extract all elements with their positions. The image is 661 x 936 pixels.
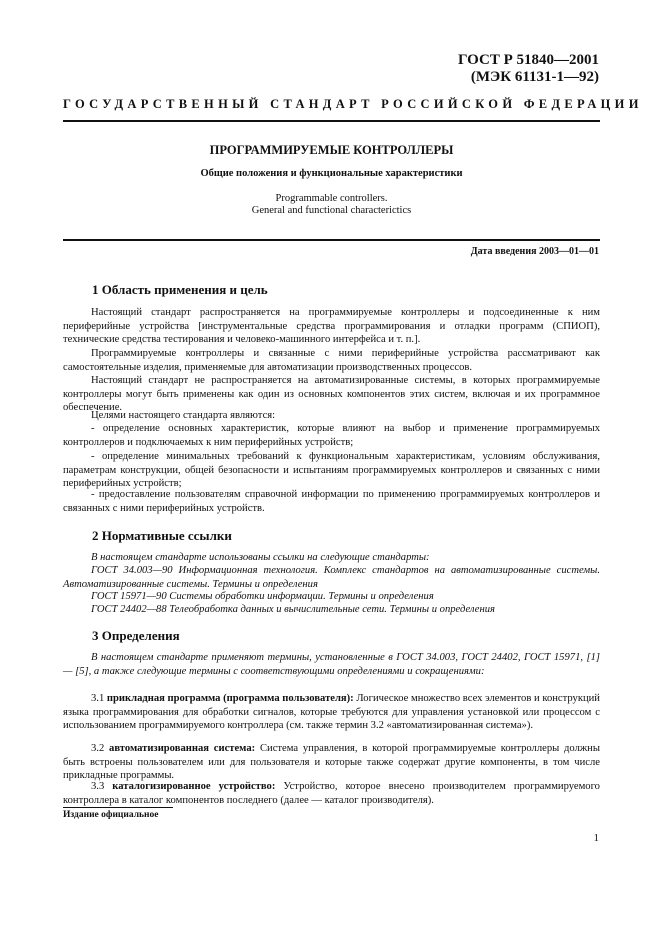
section-3-intro: В настоящем стандарте применяют термины, установленные в ГОСТ 34.003, ГОСТ 24402, ГОСТ 15971, [1] — [5], а также следующие термины с соответствующими определениями и сокращениями: (63, 652, 600, 677)
section-2-intro: В настоящем стандарте использованы ссылки на следующие стандарты: (91, 552, 430, 563)
section-2-heading: 2 Нормативные ссылки (92, 528, 232, 543)
title-divider (63, 239, 600, 241)
definition-3-1-term: прикладная программа (программа пользователя): (106, 693, 354, 704)
iec-number: (МЭК 61131-1—92) (470, 69, 599, 85)
introduction-date: Дата введения 2003—01—01 (470, 246, 599, 257)
section-1-paragraph-1: Настоящий стандарт распространяется на программируемые контроллеры и подсоединенные к ним периферийные устройства [инструментальные средства программирования и отладки программ (СПИОП), технические средства тестирования и человеко-машинного интерфейса и т. п.]. (63, 307, 600, 346)
definition-3-2-number: 3.2 (91, 743, 105, 754)
top-divider (63, 120, 600, 122)
page-number: 1 (593, 832, 599, 844)
footer-divider (63, 807, 173, 808)
section-1-paragraph-4: Целями настоящего стандарта являются: (91, 410, 276, 421)
definition-3-1-text: Логическое множество всех элементов и конструкций языка программирования для обработки сигналов, которые требуются для управления установкой или процессом с использованием программируемого контроллера (см. также термин 3.2 «автоматизированная система»). (63, 693, 600, 732)
section-1-heading: 1 Область применения и цель (92, 282, 268, 297)
section-3-heading: 3 Определения (92, 628, 180, 643)
reference-gost-34003: ГОСТ 34.003—90 Информационная технология. Комплекс стандартов на автоматизированные системы. Автоматизированные системы. Термины и определения (63, 565, 600, 590)
document-title: ПРОГРАММИРУЕМЫЕ КОНТРОЛЛЕРЫ (209, 143, 454, 157)
definition-3-3-term: каталогизированное устройство: (112, 781, 276, 792)
definition-3-2 (63, 742, 600, 783)
section-1-paragraph-3: Настоящий стандарт не распространяется на автоматизированные системы, в которых программируемые контроллеры могут быть применены как один из основных компонентов этих систем, включая и их программное обеспечение. (63, 375, 600, 414)
definition-3-1 (63, 692, 600, 733)
document-number: ГОСТ Р 51840—2001 (457, 52, 599, 68)
definition-3-3-number: 3.3 (91, 781, 105, 792)
section-1-paragraph-2: Программируемые контроллеры и связанные с ними периферийные устройства рассматривают как самостоятельные изделия, применяемые для автоматизации производственных процессов. (63, 348, 600, 373)
section-1-list-item-1: - определение основных характеристик, которые влияют на выбор и применение программируемых контроллеров и подключаемых к ним периферийных устройств; (63, 423, 600, 448)
official-edition-label: Издание официальное (63, 810, 159, 820)
english-title (63, 193, 600, 217)
english-title-line-1: Programmable controllers. (275, 193, 388, 204)
english-title-line-2: General and functional characterictics (251, 205, 412, 216)
definition-3-2-term: автоматизированная система: (109, 743, 256, 754)
definition-3-3-text: Устройство, которое внесено производителем программируемого контроллера в каталог компонентов последнего (далее — каталог производителя). (63, 781, 600, 806)
definition-3-1-number: 3.1 (91, 693, 105, 704)
reference-gost-15971: ГОСТ 15971—90 Системы обработки информации. Термины и определения (91, 591, 434, 602)
definition-3-3 (63, 780, 600, 807)
agency-line: ГОСУДАРСТВЕННЫЙ СТАНДАРТ РОССИЙСКОЙ ФЕДЕРАЦИИ (63, 97, 643, 111)
reference-gost-24402: ГОСТ 24402—88 Телеобработка данных и вычислительные сети. Термины и определения (91, 604, 495, 615)
section-1-list-item-2: - определение минимальных требований к функциональным характеристикам, условиям обслуживания, параметрам конструкции, общей безопасности и испытаниям программируемых контроллеров и связанных с ними периферийных устройств; (63, 451, 600, 490)
document-subtitle: Общие положения и функциональные характеристики (200, 168, 463, 179)
definition-3-2-text: Система управления, в которой программируемые контроллеры должны быть встроены пользователем или для пользователя и которые также содержат другие компоненты, в том числе прикладные программы. (63, 743, 600, 782)
section-1-list-item-3: - предоставление пользователям справочной информации по применению программируемых контроллеров и связанных с ними периферийных устройств. (63, 489, 600, 514)
